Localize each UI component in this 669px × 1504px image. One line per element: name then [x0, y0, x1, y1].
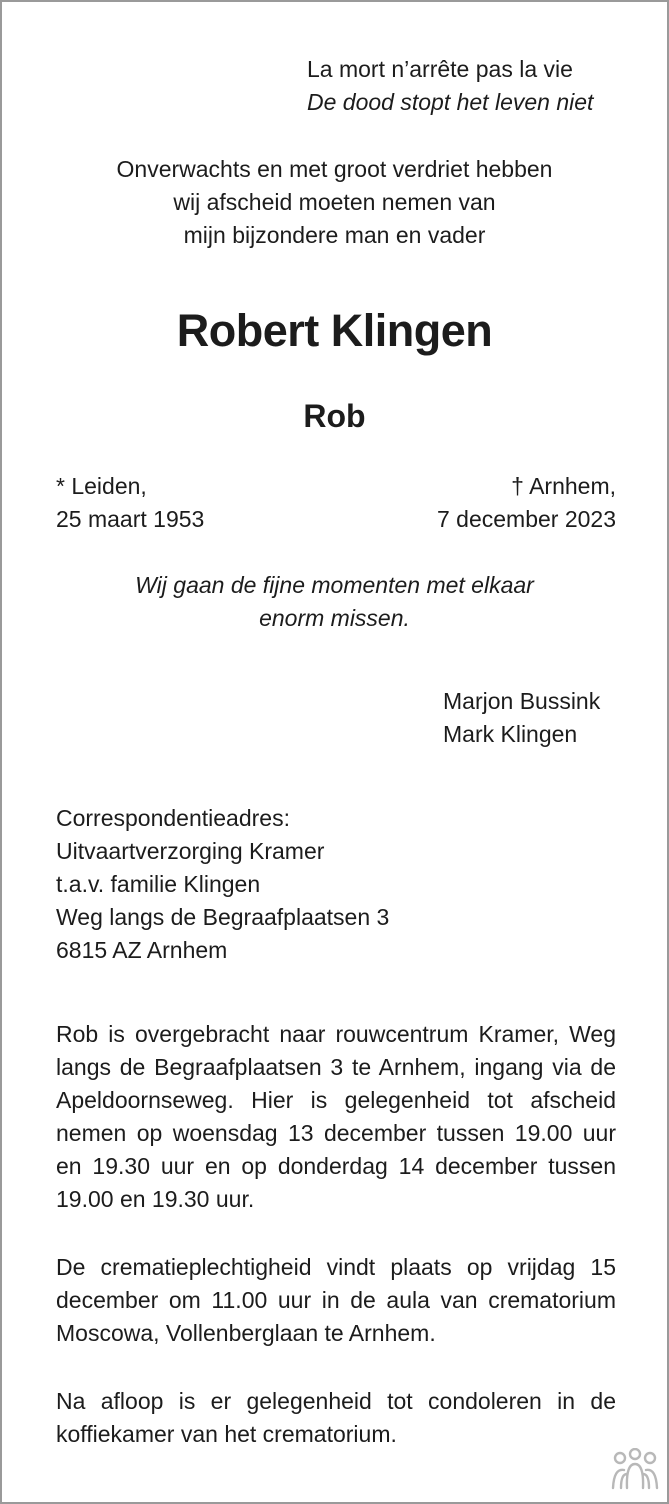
correspondence-line: Weg langs de Begraafplaatsen 3	[56, 904, 390, 930]
correspondence-postcode: 6815 AZ Arnhem	[56, 937, 228, 963]
motto-french: La mort n’arrête pas la vie	[307, 56, 573, 82]
signatory: Marjon Bussink	[443, 688, 601, 714]
condolence-paragraph: Na afloop is er gelegenheid tot condoleren in de koffiekamer van het crematorium.	[56, 1388, 616, 1447]
intro-line-3: mijn bijzondere man en vader	[183, 222, 486, 248]
death-place: † Arnhem,	[511, 473, 616, 499]
quote-line-2: enorm missen.	[259, 605, 410, 631]
correspondence-line: Uitvaartverzorging Kramer	[56, 838, 325, 864]
viewing-paragraph: Rob is overgebracht naar rouwcentrum Kramer, Weg langs de Begraafplaatsen 3 te Arnhem, ingang via de Apeldoornseweg. Hier is gelegenheid tot afscheid nemen op woensdag 13 december tussen 19.00 uur en 19.30 uur en op donderdag 14 december tussen 19.00 en 19.30 uur.	[56, 1021, 616, 1212]
birth-date: 25 maart 1953	[56, 506, 205, 532]
birth-place: * Leiden,	[56, 473, 147, 499]
signatory: Mark Klingen	[443, 721, 578, 747]
motto-dutch: De dood stopt het leven niet	[307, 89, 594, 115]
intro-line-2: wij afscheid moeten nemen van	[173, 189, 496, 215]
correspondence-heading: Correspondentieadres:	[56, 805, 290, 831]
death-date: 7 december 2023	[436, 506, 616, 532]
deceased-name: Robert Klingen	[176, 305, 493, 356]
correspondence-line: t.a.v. familie Klingen	[56, 871, 261, 897]
cremation-paragraph: De crematieplechtigheid vindt plaats op vrijdag 15 december om 11.00 uur in de aula van crematorium Moscowa, Vollenberglaan te Arnhem.	[56, 1254, 616, 1346]
quote-line-1: Wij gaan de fijne momenten met elkaar	[135, 572, 534, 598]
people-group-icon	[610, 1448, 660, 1492]
intro-line-1: Onverwachts en met groot verdriet hebben	[116, 156, 553, 182]
deceased-nickname: Rob	[303, 398, 366, 434]
